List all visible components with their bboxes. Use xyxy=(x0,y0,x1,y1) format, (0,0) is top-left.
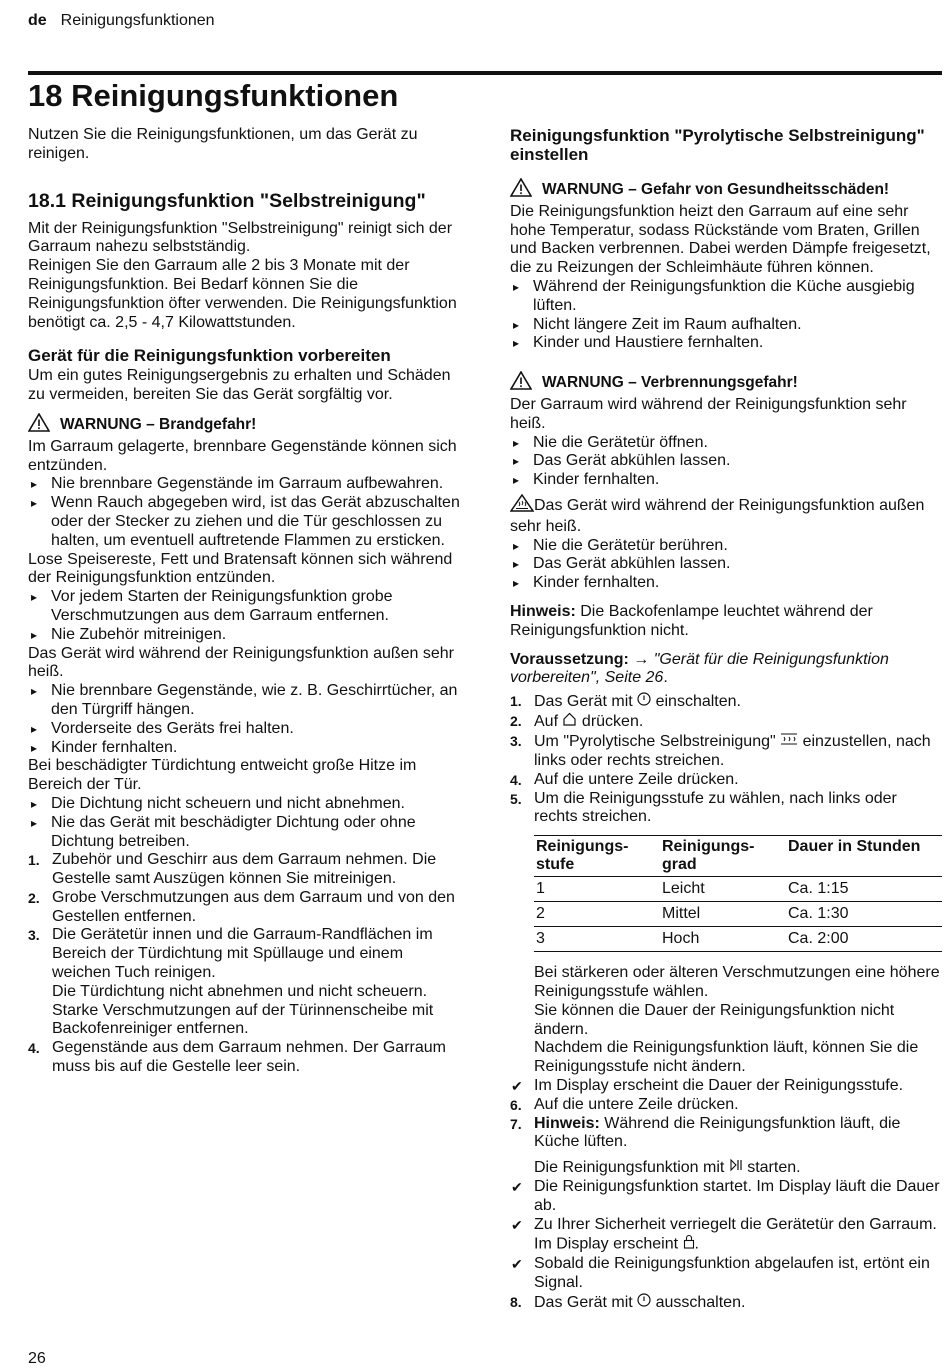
step-text: Die Türdichtung nicht abnehmen und nicht scheuern. xyxy=(52,982,428,1000)
result-item: ✔ Zu Ihrer Sicherheit verriegelt die Gerätetür den Garraum. Im Display erscheint . xyxy=(510,1216,944,1256)
header-section: Reinigungsfunktionen xyxy=(60,12,215,29)
bullet-list xyxy=(28,475,464,550)
step-text: Gegenstände aus dem Garraum nehmen. Der Garraum muss bis auf die Gestelle leer sein. xyxy=(52,1039,446,1076)
step-text: Starke Verschmutzungen auf der Türinnenscheibe mit Backofenreiniger entfernen. xyxy=(52,1001,434,1038)
paragraph: Sie können die Dauer der Reinigungsfunktion nicht ändern. xyxy=(534,1001,895,1038)
step-item xyxy=(28,889,464,927)
list-item: ▸ Das Gerät abkühlen lassen. xyxy=(510,452,944,471)
table-header-row xyxy=(534,836,942,877)
warning-label: WARNUNG – Gefahr von Gesundheitsschäden! xyxy=(542,181,890,198)
list-item: ▸ Nie brennbare Gegenstände, wie z. B. Geschirrtücher, an den Türgriff hängen. xyxy=(28,682,464,720)
step-number: 1. xyxy=(28,852,40,869)
step-item xyxy=(28,1039,464,1077)
step-item: 5. Um die Reinigungsstufe zu wählen, nach links oder rechts streichen. xyxy=(510,789,897,826)
cleaning-level-table xyxy=(534,835,942,952)
hint xyxy=(510,603,944,641)
bullet-list xyxy=(510,278,944,353)
step-item xyxy=(28,983,464,1002)
paragraph: Bei stärkeren oder älteren Verschmutzungen eine höhere Reinigungsstufe wählen. xyxy=(534,964,940,1000)
result-item: ✔ Sobald die Reinigungsfunktion abgelaufen ist, ertönt ein Signal. xyxy=(511,1255,930,1292)
warning-heading xyxy=(510,371,944,396)
warning-heading xyxy=(28,413,464,438)
hot-surface-warning-icon xyxy=(510,494,534,518)
step-list xyxy=(510,1077,944,1313)
prerequisite: Voraussetzung: → "Gerät für die Reinigungsfunktion vorbereiten", Seite 26. xyxy=(510,650,889,687)
column-header: Reinigungs- grad xyxy=(660,836,786,877)
list-item: ▸ Kinder fernhalten. xyxy=(28,739,464,758)
list-item: ▸ Nie das Gerät mit beschädigter Dichtung oder ohne Dichtung betreiben. xyxy=(28,814,464,852)
section-heading: 18.1 Reinigungsfunktion "Selbstreinigung" xyxy=(28,189,426,212)
list-item: ▸ Nie brennbare Gegenstände im Garraum aufbewahren. xyxy=(28,475,464,494)
result-item: ✔ Im Display erscheint die Dauer der Reinigungsstufe. xyxy=(511,1076,904,1094)
warning-label: WARNUNG – Brandgefahr! xyxy=(60,415,257,433)
step-item: Die Reinigungsfunktion mit starten. xyxy=(534,1159,801,1177)
hot-surface-text xyxy=(510,494,944,537)
paragraph: Nachdem die Reinigungsfunktion läuft, können Sie die Reinigungsstufe nicht ändern. xyxy=(534,1039,919,1076)
list-item: ▸ Vor jedem Starten der Reinigungsfunktion grobe Verschmutzungen aus dem Garraum entfernen. xyxy=(28,588,464,626)
step-item: 8. Das Gerät mit ausschalten. xyxy=(510,1293,746,1311)
table-notes xyxy=(510,964,944,1077)
list-item: ▸ Das Gerät abkühlen lassen. xyxy=(510,555,944,574)
list-item: ▸ Wenn Rauch abgegeben wird, ist das Gerät abzuschalten oder der Stecker zu ziehen und die Tür geschlossen zu halten, um eventuell auftretende Flammen zu ersticken. xyxy=(28,494,464,550)
warning-icon xyxy=(510,371,542,396)
bullet-list xyxy=(510,434,944,490)
pyrolysis-icon xyxy=(780,732,798,752)
step-item: 6. Auf die untere Zeile drücken. xyxy=(510,1095,739,1113)
column-header: Dauer in Stunden xyxy=(786,836,942,877)
step-item xyxy=(28,851,464,889)
warning-text: Lose Speisereste, Fett und Bratensaft können sich während der Reinigungsfunktion entzünden. xyxy=(28,550,453,587)
power-icon xyxy=(637,1293,651,1313)
page-title: 18 Reinigungsfunktionen xyxy=(28,78,399,113)
running-header xyxy=(28,12,215,30)
left-column xyxy=(28,126,464,1077)
step-text: Zubehör und Geschirr aus dem Garraum nehmen. Die Gestelle samt Auszügen können Sie mitreinigen. xyxy=(52,851,437,888)
checkmark-icon: ✔ xyxy=(511,1179,523,1196)
hot-surface-label: Das Gerät wird während der Reinigungsfunktion außen sehr heiß. xyxy=(510,497,925,535)
list-item: ▸ Kinder fernhalten. xyxy=(510,574,944,593)
warning-text: Die Reinigungsfunktion heizt den Garraum auf eine sehr hohe Temperatur, sodass Rückstände vom Braten, Grillen und Backen verbrennen. Dabei werden Dämpfe freigesetzt, die zu Reizungen der Schleimhäute führen können. xyxy=(510,202,931,277)
power-icon xyxy=(637,692,651,712)
list-item: ▸ Nie die Gerätetür berühren. xyxy=(510,537,944,556)
subsection-heading: Reinigungsfunktion "Pyrolytische Selbstreinigung" einstellen xyxy=(510,126,925,164)
header-rule xyxy=(28,71,942,75)
step-item: 3. Um "Pyrolytische Selbstreinigung" einzustellen, nach links oder rechts streichen. xyxy=(510,733,931,769)
list-item: ▸ Während der Reinigungsfunktion die Küche ausgiebig lüften. xyxy=(510,278,944,316)
step-item: 1. Das Gerät mit einschalten. xyxy=(510,693,741,711)
step-number: 2. xyxy=(28,889,40,906)
paragraph: Mit der Reinigungsfunktion "Selbstreinigung" reinigt sich der Garraum nahezu selbstständig. xyxy=(28,219,453,256)
warning-icon xyxy=(28,413,60,438)
step-item xyxy=(28,926,464,982)
warning-text: Das Gerät wird während der Reinigungsfunktion außen sehr heiß. xyxy=(28,644,455,681)
prerequisite-label: Voraussetzung: xyxy=(510,650,629,668)
step-item: 2. Auf drücken. xyxy=(510,713,644,731)
bullet-list xyxy=(28,588,464,644)
warning-text: Der Garraum wird während der Reinigungsfunktion sehr heiß. xyxy=(510,395,907,432)
list-item: ▸ Vorderseite des Geräts frei halten. xyxy=(28,720,464,739)
warning-heading xyxy=(510,178,944,203)
right-column xyxy=(510,126,944,1313)
step-item: 7. Hinweis: Während die Reinigungsfunktion läuft, die Küche lüften. xyxy=(510,1114,901,1151)
language-code: de xyxy=(28,12,47,29)
play-pause-icon xyxy=(729,1158,743,1178)
list-item: ▸ Kinder fernhalten. xyxy=(510,471,944,490)
warning-text: Bei beschädigter Türdichtung entweicht große Hitze im Bereich der Tür. xyxy=(28,757,417,794)
page-number: 26 xyxy=(28,1350,46,1367)
list-item: ▸ Kinder und Haustiere fernhalten. xyxy=(510,334,944,353)
step-item: 4. Auf die untere Zeile drücken. xyxy=(510,770,739,788)
list-item: ▸ Nie die Gerätetür öffnen. xyxy=(510,434,944,453)
hint-label: Hinweis: xyxy=(510,602,576,620)
warning-label: WARNUNG – Verbrennungsgefahr! xyxy=(542,374,798,392)
step-list xyxy=(510,692,944,827)
list-item: ▸ Nie Zubehör mitreinigen. xyxy=(28,626,464,645)
paragraph: Reinigen Sie den Garraum alle 2 bis 3 Monate mit der Reinigungsfunktion. Bei Bedarf können Sie die Reinigungsfunktion öfter verwenden. Die Reinigungsfunktion benötigt ca. 2,5 - 4,7 Kilowattstunden. xyxy=(28,257,457,331)
warning-text: Im Garraum gelagerte, brennbare Gegenstände können sich entzünden. xyxy=(28,437,457,474)
step-text: Grobe Verschmutzungen aus dem Garraum und von den Gestellen entfernen. xyxy=(52,888,455,925)
column-header: Reinigungs- stufe xyxy=(534,836,660,877)
paragraph: Um ein gutes Reinigungsergebnis zu erhalten und Schäden zu vermeiden, bereiten Sie das Gerät sorgfältig vor. xyxy=(28,367,451,404)
hint-text: Die Backofenlampe leuchtet während der Reinigungsfunktion nicht. xyxy=(510,602,873,639)
step-number: 3. xyxy=(28,927,40,944)
table-row: 2 Mittel Ca. 1:30 xyxy=(534,902,942,927)
checkmark-icon: ✔ xyxy=(511,1077,523,1094)
step-number: 4. xyxy=(28,1040,40,1057)
prerequisite-link[interactable]: → "Gerät für die Reinigungsfunktion vorbereiten", Seite 26 xyxy=(510,650,889,687)
subsection-heading: Gerät für die Reinigungsfunktion vorbereiten xyxy=(28,346,391,366)
list-item: ▸ Nicht längere Zeit im Raum aufhalten. xyxy=(510,316,944,335)
bullet-list xyxy=(28,682,464,757)
step-list xyxy=(28,851,464,1077)
table-row: 3 Hoch Ca. 2:00 xyxy=(534,927,942,952)
intro-text: Nutzen Sie die Reinigungsfunktionen, um das Gerät zu reinigen. xyxy=(28,126,418,162)
bullet-list xyxy=(510,537,944,593)
step-item xyxy=(28,1002,464,1040)
bullet-list xyxy=(28,795,464,851)
table-row: 1 Leicht Ca. 1:15 xyxy=(534,877,942,902)
checkmark-icon: ✔ xyxy=(511,1256,523,1273)
step-text: Die Gerätetür innen und die Garraum-Randflächen im Bereich der Türdichtung mit Spüllauge und einem weichen Tuch reinigen. xyxy=(52,926,433,982)
lock-icon xyxy=(683,1234,695,1255)
home-icon xyxy=(562,712,577,732)
list-item: ▸ Die Dichtung nicht scheuern und nicht abnehmen. xyxy=(28,795,464,814)
checkmark-icon: ✔ xyxy=(511,1216,523,1233)
warning-icon xyxy=(510,178,542,203)
result-item: ✔ Die Reinigungsfunktion startet. Im Display läuft die Dauer ab. xyxy=(511,1178,940,1214)
